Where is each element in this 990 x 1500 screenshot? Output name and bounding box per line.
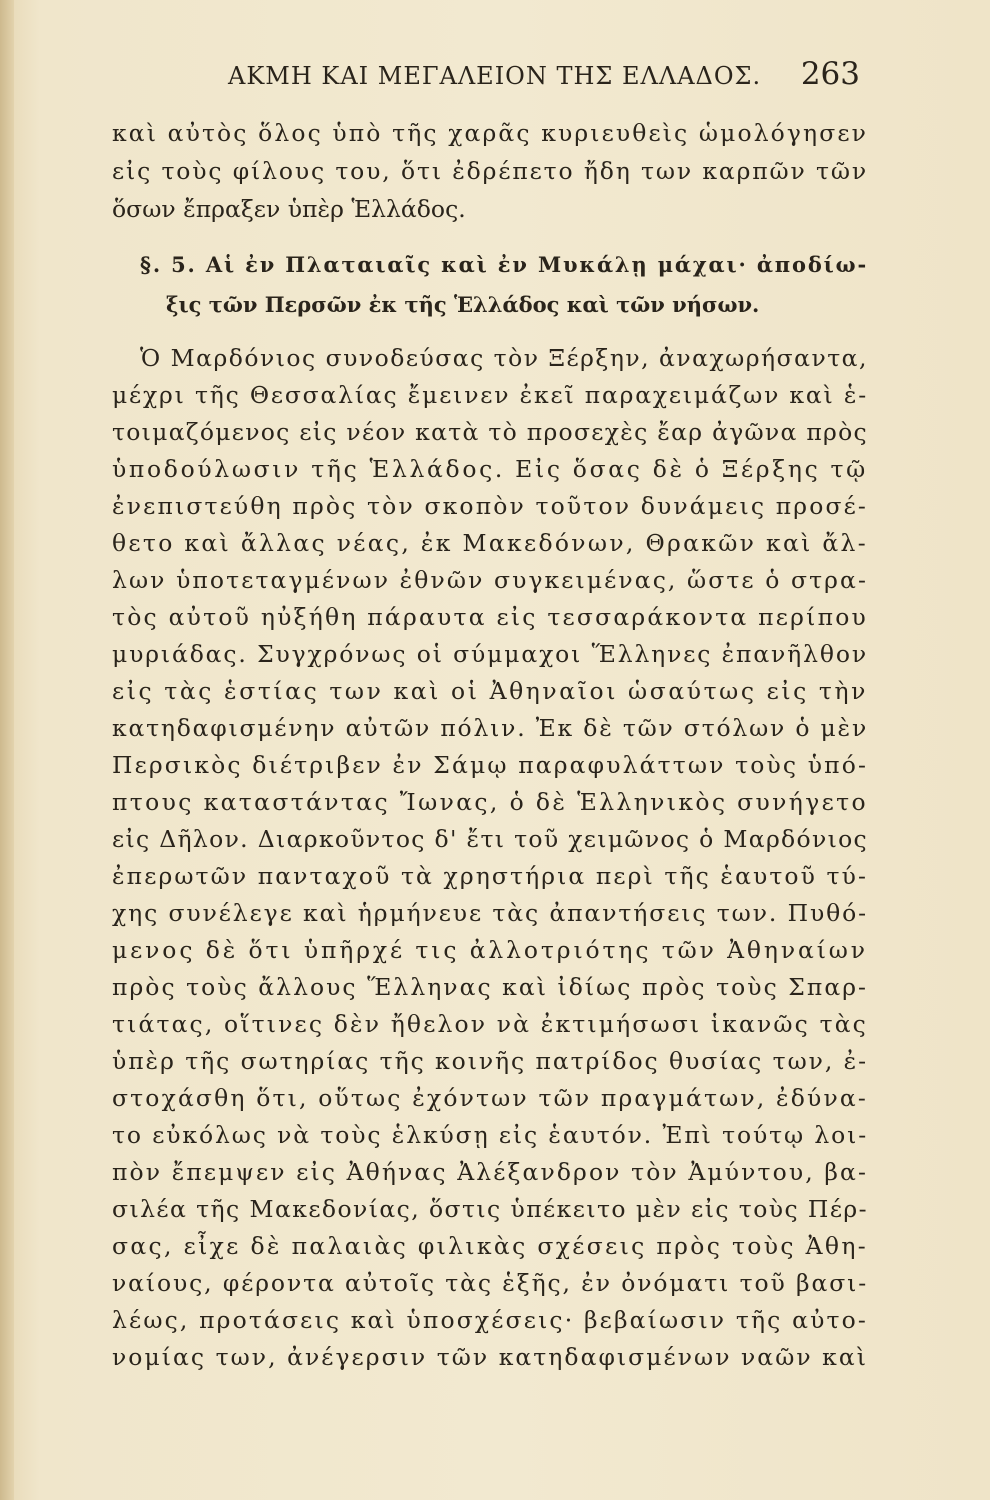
text-line: θετο καὶ ἄλλας νέας, ἐκ Μακεδόνων, Θρακῶν καὶ ἄλ- [112, 529, 868, 557]
text-line: καὶ αὐτὸς ὅλος ὑπὸ τῆς χαρᾶς κυριευθεὶς ὡμολόγησεν [112, 119, 869, 147]
text-line: ναίους, φέροντα αὐτοῖς τὰς ἑξῆς, ἐν ὀνόματι τοῦ βασι- [112, 1269, 869, 1297]
text-line: τιάτας, οἵτινες δὲν ἤθελον νὰ ἐκτιμήσωσι ἱκανῶς τὰς [112, 1010, 868, 1038]
binding-edge [0, 0, 14, 1500]
text-line: εἰς Δῆλον. Διαρκοῦντος δ' ἔτι τοῦ χειμῶνος ὁ Μαρδόνιος [112, 825, 869, 853]
text-line: ὑπὲρ τῆς σωτηρίας τῆς κοινῆς πατρίδος θυσίας των, ἐ- [112, 1047, 869, 1075]
text-line: εἰς τὰς ἑστίας των καὶ οἱ Ἀθηναῖοι ὡσαύτως εἰς τὴν [112, 677, 868, 705]
text-line: λέως, προτάσεις καὶ ὑποσχέσεις· βεβαίωσιν τῆς αὐτο- [112, 1306, 868, 1334]
text-line: λων ὑποτεταγμένων ἐθνῶν συγκειμένας, ὥστε ὁ στρα- [112, 566, 869, 594]
text-line: το εὐκόλως νὰ τοὺς ἑλκύσῃ εἰς ἑαυτόν. Ἐπὶ τούτῳ λοι- [112, 1121, 869, 1149]
text-line: εἰς τοὺς φίλους του, ὅτι ἐδρέπετο ἤδη των καρπῶν τῶν [112, 157, 868, 185]
text-line: κατηδαφισμένην αὐτῶν πόλιν. Ἐκ δὲ τῶν στόλων ὁ μὲν [112, 714, 869, 742]
page-number: 263 [800, 56, 860, 92]
text-line: μυριάδας. Συγχρόνως οἱ σύμμαχοι Ἕλληνες ἐπανῆλθον [112, 640, 868, 668]
text-line: σας, εἶχε δὲ παλαιὰς φιλικὰς σχέσεις πρὸς τοὺς Ἀθη- [112, 1232, 868, 1260]
text-line: ὑποδούλωσιν τῆς Ἑλλάδος. Εἰς ὅσας δὲ ὁ Ξέρξης τῷ [112, 455, 868, 483]
section-heading-line-2: ξις τῶν Περσῶν ἐκ τῆς Ἑλλάδος καὶ τῶν νήσων. [166, 292, 760, 317]
text-line: ἐνεπιστεύθη πρὸς τὸν σκοπὸν τοῦτον δυνάμεις προσέ- [112, 492, 869, 520]
text-line: πὸν ἔπεμψεν εἰς Ἀθήνας Ἀλέξανδρον τὸν Ἀμύντου, βα- [112, 1158, 869, 1186]
section-heading-line-1: §. 5. Αἱ ἐν Πλαταιαῖς καὶ ἐν Μυκάλῃ μάχαι· ἀποδίω- [140, 252, 869, 277]
text-line: μέχρι τῆς Θεσσαλίας ἔμεινεν ἐκεῖ παραχειμάζων καὶ ἑ- [112, 381, 869, 409]
text-line: στοχάσθη ὅτι, οὕτως ἐχόντων τῶν πραγμάτων, ἐδύνα- [112, 1084, 868, 1112]
text-line: πρὸς τοὺς ἄλλους Ἕλληνας καὶ ἰδίως πρὸς τοὺς Σπαρ- [112, 973, 869, 1001]
text-line: τοιμαζόμενος εἰς νέον κατὰ τὸ προσεχὲς ἔαρ ἀγῶνα πρὸς [112, 418, 868, 446]
text-line: τὸς αὐτοῦ ηὐξήθη πάραυτα εἰς τεσσαράκοντα περίπου [112, 603, 869, 631]
text-line: πτους καταστάντας Ἴωνας, ὁ δὲ Ἑλληνικὸς συνήγετο [112, 788, 868, 816]
text-line: νομίας των, ἀνέγερσιν τῶν κατηδαφισμένων ναῶν καὶ [112, 1343, 869, 1371]
running-head: ΑΚΜΗ ΚΑΙ ΜΕΓΑΛΕΙΟΝ ΤΗΣ ΕΛΛΑΔΟΣ. [228, 62, 762, 90]
text-line: σιλέα τῆς Μακεδονίας, ὅστις ὑπέκειτο μὲν εἰς τοὺς Πέρ- [112, 1195, 868, 1223]
page-header [228, 56, 860, 96]
text-line: μενος δὲ ὅτι ὑπῆρχέ τις ἀλλοτριότης τῶν Ἀθηναίων [112, 936, 868, 964]
text-line: ἐπερωτῶν πανταχοῦ τὰ χρηστήρια περὶ τῆς ἑαυτοῦ τύ- [112, 862, 869, 890]
text-line: Ὁ Μαρδόνιος συνοδεύσας τὸν Ξέρξην, ἀναχωρήσαντα, [140, 344, 868, 372]
text-line: Περσικὸς διέτριβεν ἐν Σάμῳ παραφυλάττων τοὺς ὑπό- [112, 751, 869, 779]
text-line: χης συνέλεγε καὶ ἡρμήνευε τὰς ἀπαντήσεις των. Πυθό- [112, 899, 869, 927]
text-line: ὅσων ἔπραξεν ὑπὲρ Ἑλλάδος. [112, 195, 466, 223]
